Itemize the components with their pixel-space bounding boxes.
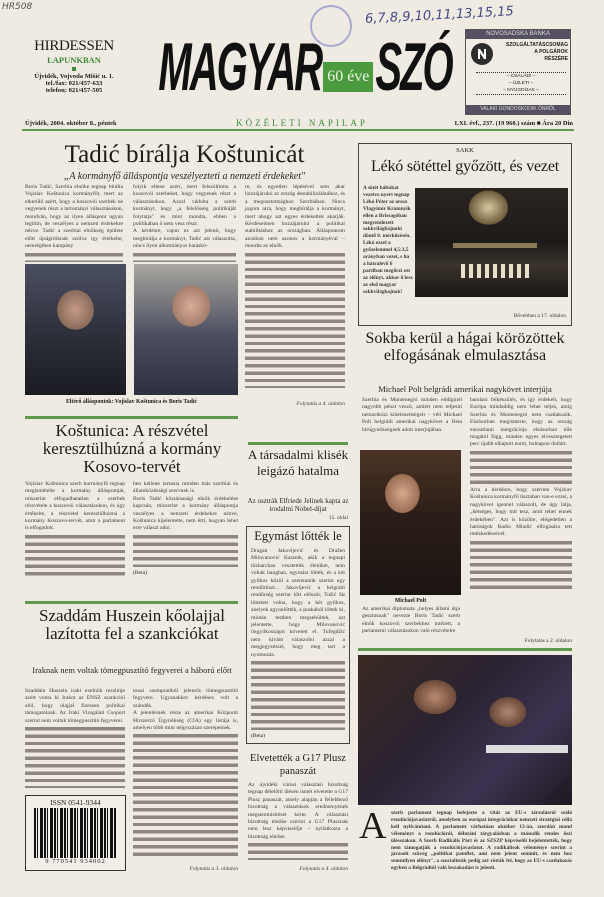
advertise-box[interactable]	[26, 38, 122, 94]
text-lines	[25, 251, 123, 262]
article-text: bandani felkészülés, és így érdekelt, hogy Európa mindaddig nem lehet teljes, amíg Szerbia és Montenegró nem csatlakozik. Elsősorban megismerte, hogy az ország euroatlanti integrációja elsősorban tőle magától függ, minden egyes elvesztegetett perc újabb elhajtott eurót, holnapon dollárt.	[470, 397, 572, 448]
article-text: Dragan Jakovljević és Dražen Milovanović Kaszeik, akik a tegnapi tűzharcban vesztették életüket, nem voltak hangban, egymást lőtték, és a két gyilkos közül a szemtanúk szerint egy rendőrtiszt... Jakovljević a belgrádi rendőrség szerint lőtt először, Tošić fát lőttetett volna, hogy a két gyilkos, anelyek agyonlőtték, a puskából lőttek ki, miután testben megsebültek, azt jelentette, hogy Milovanović öngyilkosságot követett el. Tufegdžić nem kívánt válaszolni azzal a megjegyzéssel, hogy meg tart a nyomozás.	[251, 548, 345, 658]
g17-continued[interactable]: Folytatás a 4. oldalon	[299, 866, 348, 872]
article-text: Szaddám Huszein iraki exelnök rezsimje azért vonta ki Irakot az ENSZ szankciói alól, hogy olajjal fizessen politikai támogatóinak. Az Iraki Vizsgálati Csoport szerint nem voltak tömegpusztító fegyverei.	[25, 688, 125, 724]
tadic-col2	[133, 184, 236, 262]
eu-dropcap: A	[359, 805, 387, 847]
polt-col1	[362, 397, 462, 447]
text-lines	[470, 449, 572, 484]
text-lines	[248, 841, 348, 860]
date-line: Újvidék, 2004. október 8., péntek	[25, 120, 117, 127]
article-text: ben kellene tartania minden más szerbiai és államközösségi szervnek is. Boris Tadić köztársasági elnök érdekelése kapcsán, miszerint a kormány álláspontja veszélyes a nemzeti érdekekre nézve, Koštunica kijelentette, nem érti, hogyan lehet erre választ adni.	[133, 481, 238, 532]
headline-saddam[interactable]: Szaddám Huszein kőolajjal lazította fel a szankciókat	[38, 606, 225, 643]
bank-ad[interactable]	[465, 29, 571, 115]
headline-egymast[interactable]: Egymást lőtték le	[254, 529, 342, 543]
jelinek-page-ref[interactable]: 15. oldal	[328, 515, 348, 521]
saddam-col1	[25, 688, 125, 788]
chess-body	[363, 185, 413, 307]
ad-bullet-icon	[72, 67, 76, 71]
bank-option-business: – ÜZLETI –	[508, 81, 534, 86]
text-lines	[251, 659, 345, 730]
photo-chess-match	[415, 188, 568, 297]
headline-chess[interactable]: Lékó sötéttel győzött, és vezet	[371, 158, 559, 175]
photo-tadic	[134, 264, 238, 395]
subheadline-jelinek: Az osztrák Elfriede Jelinek kapta az irodalmi Nobel-díjat	[247, 497, 349, 513]
text-lines	[133, 533, 238, 567]
headline-polt[interactable]: Sokba kerül a hágai körözöttek elfogásának elmulasztása	[365, 330, 565, 364]
article-text: Az amerikai diplomata „helyes állami útja gesztusnak" nevezte Boris Tadić szerb elnök koszovói szerbekhez intézett, a parlamenti választásokon való részvételre	[362, 606, 460, 635]
bank-footer: VALAKI GONDOSKODIK ÖNRŐL	[466, 105, 570, 114]
polt-col2	[470, 397, 572, 484]
bank-option-family: – CSALÁDI –	[506, 74, 536, 79]
logo-anniversary: 60 éve	[323, 62, 373, 92]
text-lines	[133, 732, 238, 860]
polt-continued[interactable]: Folytatás a 2. oldalon	[524, 638, 572, 644]
tadic-col3	[245, 184, 345, 388]
logo-szo: SZÓ	[375, 30, 452, 106]
article-text: tonai szempontból jelentős tömegpusztító fegyvere. Ugyanakkor kérdéses volt a szándék. A jelentésnek része az amerikai Központi Hírszerző Ügynökség (CIA) egy listája is, amelyen több mint négyszázan szerepelnek.	[133, 688, 238, 732]
bank-line2: A POLGÁROK	[534, 49, 568, 55]
article-text: szerb parlament tegnap befejezte a vitát az EU-s társulásról szóló rezolúciójavaslatról, amelyben az európai integrációkat nemzeti stratégiai céllá kell nyilvánítani. A parlament várhatóan október 13-án, szerdán mond véleményt a rezolúcióról, délutáni tárgyalásban a második rendes őszi ülésszakon. A Szerb Radikális Párt és az SZSZP képviselői bejelentették, hogy nem támogatják a rezolúciójavaslatot. A radikálisok véleménye szerint a javasolt szöveg „politikai pamflet, ami nem jelent semmit, és nem hoz semmilyen előnyt", a szocialisták pedig azt rótták fel, hogy az EU-s csatlakozás egyben a Belgrádtól való leszakadást is jelenti.	[391, 810, 572, 872]
bank-option-pension: – NYUGDÍJAS –	[503, 88, 539, 93]
ad-subtitle: LAPUNKBAN	[47, 55, 101, 65]
g17-body	[248, 782, 348, 860]
kostunica-end: (Beta)	[133, 570, 147, 576]
chess-kicker: SAKK	[456, 147, 474, 154]
subheadline-saddam: Iraknak nem voltak tömegpusztító fegyverei a háború előtt	[32, 665, 232, 675]
polt-col3	[470, 487, 572, 589]
bank-line3: RÉSZÉRE	[544, 56, 568, 62]
logo-magyar: MAGYAR	[158, 30, 322, 106]
ad-phone: telefon: 021/457-505	[45, 87, 103, 94]
article-text: Arra a kérdésre, hogy szerinte Vojislav Koštunica kormányfő tisztában van-e ezzel, a nagykövet igennel válaszolt, de úgy látja, „kétséges, hogy mit tesz, amit tehet ennek érdekében". Azt is közölte, elégedetlen a hatóságok Radio Mladić elfogására tett intézkedéseivel.	[470, 487, 572, 538]
polt-photo-caption: Michael Polt	[394, 598, 427, 604]
saddam-col2	[133, 688, 238, 860]
headline-jelinek[interactable]: A társadalmi klisék leigázó hatalma	[247, 447, 349, 478]
text-lines	[133, 251, 236, 262]
bank-name: NOVOSADSKA BANKA	[466, 30, 570, 39]
article-text: Vojislav Koštunica szerb kormányfő tegnap megismételte a kormány álláspontját, miszerint elfogadhatatlan a szerbek részvétele a koszovói választásokon, és úgy értékelte, a részvétel keresztülhúzná a kormány Koszovo-tervét, amit a parlament is elfogadott.	[25, 481, 125, 532]
ad-address: Újvidék, Vojvoda Mišić u. 1.	[34, 73, 114, 80]
subheadline-polt: Michael Polt belgrádi amerikai nagykövet interjúja	[378, 384, 552, 394]
polt-caption-text	[362, 606, 460, 646]
ad-title: HIRDESSEN	[34, 38, 114, 54]
headline-g17[interactable]: Elvetették a G17 Plusz panaszát	[250, 753, 346, 777]
issue-line: LXI. évf., 237. (19 960.) szám ■ Ára 20 Din	[454, 120, 573, 127]
eu-body	[391, 810, 572, 882]
archive-mark: HR508	[2, 2, 33, 12]
article-text: Boris Tadić, Szerbia elnöke tegnap bírálta Vojislav Koštunica kormányfőt, mert az elkerülő azért, hogy a koszovói szerbek ne vegyenek részt a tartományi választásokon, mondván, hogy az ilyen álláspont ugyan legitim, de veszélyes a nemzeti érdekekre nézve. Tadić a szerbiai elnökség épülete előtt újságíróknak szólva így értékelte, nemrégiben kampány	[25, 184, 123, 250]
saddam-continued[interactable]: Folytatás a 3. oldalon	[189, 866, 238, 872]
masthead-logo	[150, 30, 460, 106]
ad-fax: tel./fax: 021/457-633	[45, 80, 103, 87]
issn-barcode-box	[25, 795, 126, 871]
egymast-end: (Beta)	[251, 733, 265, 739]
article-text: Szerbia és Montenegró minden eddiginél nagyobb pénzt veszít, amiért nem teljesíti nemzetközi kötelezettségeit – véli Michael Polt belgrádi amerikai nagykövet a Beta hírügynökségnek adott interjújában.	[362, 397, 462, 433]
tadic-photo-caption: Eltérő álláspontok: Vojislav Koštunica és Boris Tadić	[65, 399, 198, 405]
barcode-digits: 9 770541 934002	[45, 858, 106, 865]
headline-kostunica[interactable]: Koštunica: A részvétel keresztülhúzná a kormány Kosovo-tervét	[42, 421, 222, 476]
kostunica-col1	[25, 481, 125, 577]
chess-continued[interactable]: Bővebben a 17. oldalon	[513, 313, 566, 319]
bank-line1: SZOLGÁLTATÁSCSOMAG	[506, 42, 568, 48]
text-lines	[245, 251, 345, 388]
photo-parliament	[358, 655, 572, 805]
text-lines	[470, 539, 572, 589]
text-lines	[25, 533, 125, 577]
article-text: A sötét bábukat vezetve nyert tegnap Lékó Péter az orosz Vlagyimir Kramnyik ellen a Brissagóban megrendezett sakkvilágbajnoki döntő 8. mérkőzésén. Lékó ezzel a győzelemmel 4,5:3,5 arányban vezet, s ha a hátralevő 6 partiban megőrzi ezt az előnyt, akkor ő lesz az első magyar sakkvilágbajnok!	[363, 185, 413, 295]
text-lines	[25, 725, 125, 788]
handwritten-numbers: 6,7,8,9,10,11,13,15,15	[364, 4, 515, 27]
bank-logo-icon	[471, 43, 493, 65]
tadic-continued[interactable]: Folytatás a 4. oldalon	[296, 401, 345, 407]
headline-tadic[interactable]: Tadić bírálja Koštunicát	[64, 141, 305, 168]
article-text: re, és egyetlen lépésével sem akar hozzájárulni az ország destabilizálásához, és a megosztottsághoz Szerbiában. Nincs jogom arra, hogy megbírálja a kormányt, mert ahogy azt egyes érdekeltek akarják. Kérdéseimen hozzájárulni a politikai stabilitáshoz az országban. Álláspontom azonban nem azonos a kormányéval – mondta az elnök.	[245, 184, 345, 250]
article-text: Az újvidéki városi választási bizottság tegnap délelőtti ülésén ismét elvetette a G17 Plusz panaszát, amely alapján a fellebbező bizottság a választások eredményének megsemmisítését kérte. A választási bizottság elnöke szerint a G17 Plusznak nem lesz képviselője – nyilatkozta a bizottság elnöke.	[248, 782, 348, 840]
photo-michael-polt	[360, 450, 461, 595]
issn-label: ISSN 0541-9344	[50, 798, 101, 807]
tadic-col1	[25, 184, 123, 262]
article-text: folyik ellene azért, mert felszólította a koszovói szerbeket, hogy vegyenek részt a választásokon. Azzal vádolta a szerb kormányt, hogy „a felelősség politikáját folytatja" és mint mondta, ebben a politikában ő nem vesz részt. A kérdésre, vajon ez azt jelenti, hogy megbírálja a kormányt, Tadić azt válaszolta, nincs ilyen alkotmányos hatáskö-	[133, 184, 236, 250]
barcode-icon	[34, 808, 117, 858]
photo-kostunica	[25, 264, 126, 395]
subheadline-tadic: „A kormányfő álláspontja veszélyezteti a nemzeti érdekeket"	[63, 171, 306, 182]
egymast-body	[251, 548, 345, 730]
kostunica-col2	[133, 481, 238, 567]
tagline: KÖZÉLETI NAPILAP	[236, 118, 368, 128]
